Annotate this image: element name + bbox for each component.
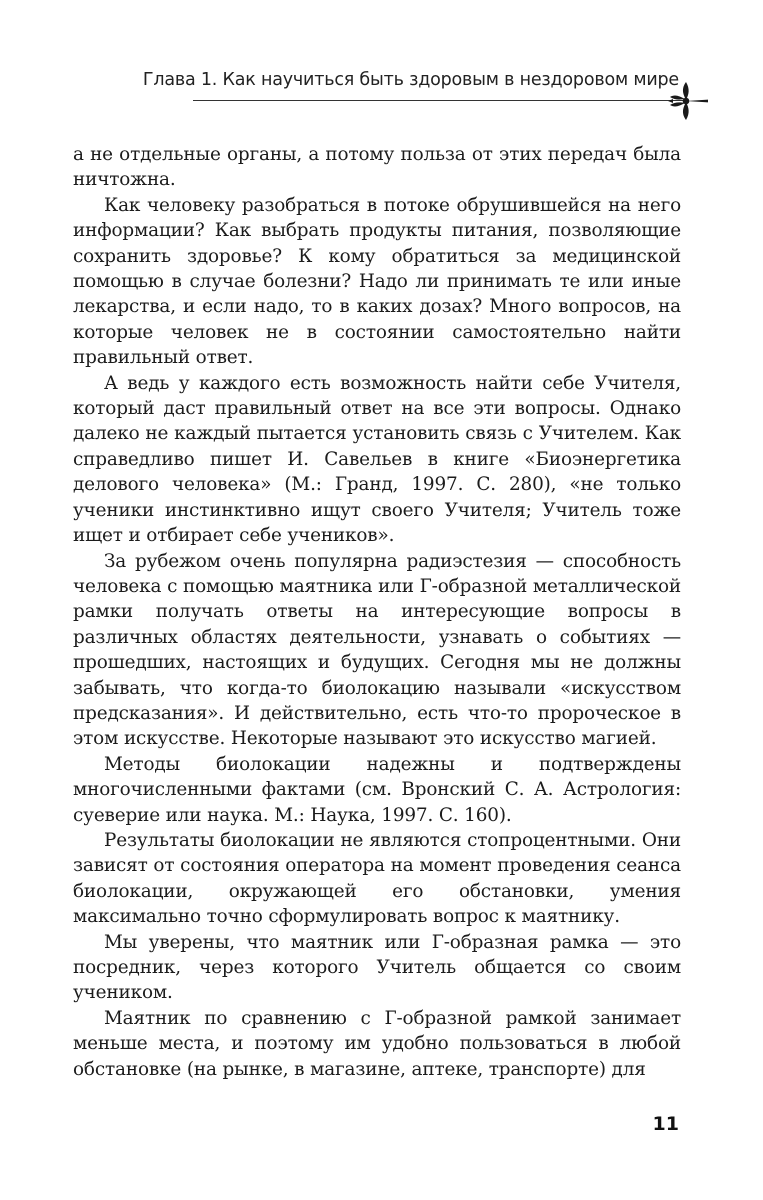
paragraph: За рубежом очень популярна радиэстезия — способность человека с помощью маятника или Г-образной металлической рамки получать ответы на интересующие вопросы в различных областях деятельности, узнавать о событиях — прошедших, настоящих и будущих. Сегодня мы не должны забывать, что когда-то биолокацию называли «искусством предсказания». И действительно, есть что-то пророческое в этом искусстве. Некоторые называют это искусство магией.: [73, 550, 681, 750]
paragraph: а не отдельные органы, а потому польза от этих передач была ничтожна.: [73, 144, 681, 191]
paragraph: Маятник по сравнению с Г-образной рамкой занимает меньше места, и поэтому им удобно пользоваться в любой обстановке (на рынке, в магазине, аптеке, транспорте) для: [73, 1007, 681, 1080]
fleuron-icon: [664, 78, 710, 124]
paragraph: Как человеку разобраться в потоке обрушившейся на него информации? Как выбрать продукты питания, позволяющие сохранить здоровье? К кому обратиться за медицинской помощью в случае болезни? Надо ли принимать те или иные лекарства, и если надо, то в каких дозах? Много вопросов, на которые человек не в состоянии самостоятельно найти правильный ответ.: [73, 194, 681, 369]
chapter-title: Глава 1. Как научиться быть здоровым в нездоровом мире: [142, 70, 679, 90]
paragraph: Мы уверены, что маятник или Г-образная рамка — это посредник, через которого Учитель общается со своим учеником.: [73, 931, 681, 1004]
paragraph: А ведь у каждого есть возможность найти себе Учителя, который даст правильный ответ на все эти вопросы. Однако далеко не каждый пытается установить связь с Учителем. Как справедливо пишет И. Савельев в книге «Биоэнергетика делового человека» (М.: Гранд, 1997. С. 280), «не только ученики инстинктивно ищут своего Учителя; Учитель тоже ищет и отбирает себе учеников».: [73, 372, 681, 547]
page-body: [73, 142, 681, 1082]
paragraph: Результаты биолокации не являются стопроцентными. Они зависят от состояния оператора на момент проведения сеанса биолокации, окружающей его обстановки, умения максимально точно сформулировать вопрос к маятнику.: [73, 829, 681, 928]
running-header: [0, 0, 763, 120]
page-number: 11: [652, 1113, 679, 1135]
paragraph: Методы биолокации надежны и подтверждены многочисленными фактами (см. Вронский С. А. Астрология: суеверие или наука. М.: Наука, 1997. С. 160).: [73, 753, 681, 826]
header-rule: [193, 100, 683, 101]
